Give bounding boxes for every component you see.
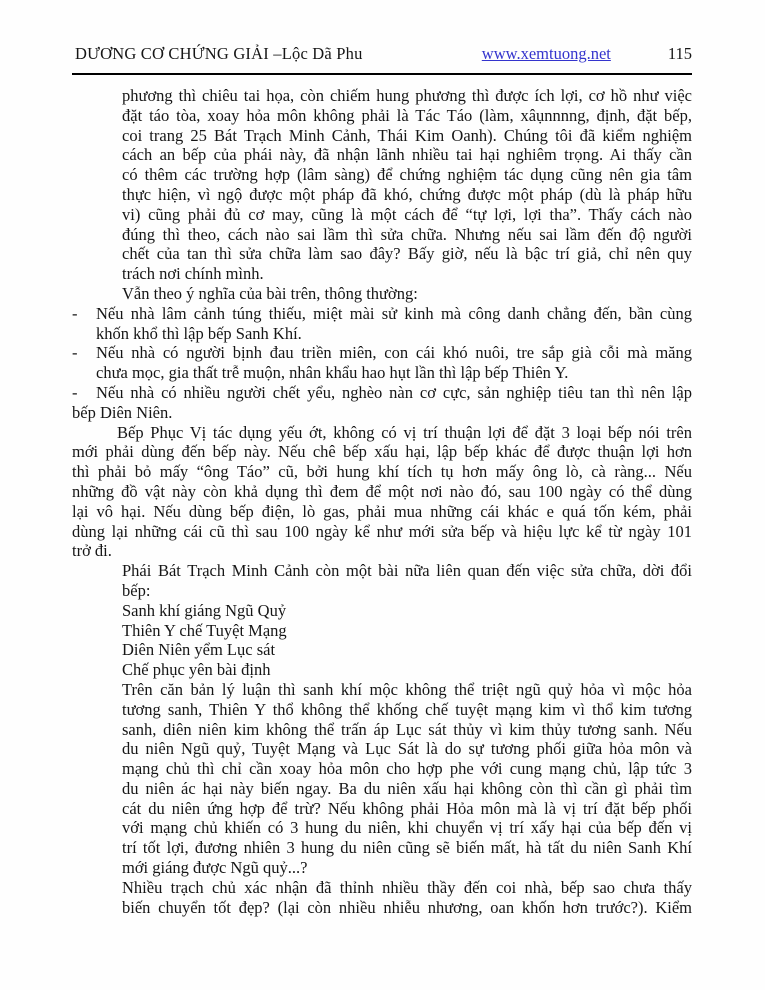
text-line: Diên Niên yểm Lục sát <box>122 640 276 660</box>
text-line: thực hiện, vì ngộ được một pháp đã khó, chứng được một pháp (dù là pháp hữu <box>122 184 692 204</box>
text-line <box>72 343 692 363</box>
text-line: coi trang 25 Bát Trạch Minh Cảnh, Thái Kim Oanh). Chúng tôi đã kiểm nghiệm <box>122 125 692 145</box>
text-line: lại vô hại. Nếu dùng bếp điện, lò gas, phải mua những cái khác e quá tốn kém, phải <box>72 501 692 521</box>
header-right <box>482 44 692 64</box>
text-line: dùng lại những cái cũ thì sau 100 ngày kể như mới sửa bếp và hiệu lực kể từ ngày 101 <box>72 521 692 541</box>
text-line: Nhiều trạch chủ xác nhận đã thỉnh nhiều thầy đến coi nhà, bếp sao chưa thấy <box>122 877 692 897</box>
text-line: mới phải dùng đến bếp này. Nếu chê bếp xấu hại, lập bếp khác để được thuận lợi hơn <box>72 442 692 462</box>
text-line: trí tốt lợi, đương nhiên 3 hung du niên cũng sẽ biến mất, hà tất du niên Sanh Khí <box>122 838 692 858</box>
header-rule <box>72 73 692 75</box>
text-line: chết của tan thì sửa chữa làm sao đây? Bấy giờ, nếu là bậc trí giả, chỉ nên quy <box>122 244 692 264</box>
text-line: bếp Diên Niên. <box>72 402 173 422</box>
text-line: chưa mọc, gia thất trễ muộn, nhân khẩu hao hụt lần thì lập bếp Thiên Y. <box>96 363 569 383</box>
text-line: Bếp Phục Vị tác dụng yếu ớt, không có vị trí thuận lợi để đặt 3 loại bếp nói trên <box>117 422 692 442</box>
text-line: thì phải bỏ mấy “ông Táo” cũ, bởi hung khí tích tụ hơn mấy ông lò, cà ràng... Nếu <box>72 462 692 482</box>
text-line: đúng thì theo, cách nào sai lầm thì sửa chữa. Nhưng nếu sai lầm đến độ người <box>122 224 692 244</box>
text-line: cát du niên ứng hợp để trừ? Nếu không phải Hỏa môn mà là vị trí đặt bếp phối <box>122 798 692 818</box>
header-page-number: 115 <box>667 44 692 63</box>
bullet-dash: - <box>72 382 78 402</box>
text-line: phương thì chiêu tai họa, còn chiếm hung phương thì được ích lợi, cơ hồ như việc <box>122 86 692 105</box>
bullet-dash: - <box>72 343 78 363</box>
text-line: với mạng chủ khiến có 3 hung du niên, khi chuyển vị trí xấy hại của bếp đến vị <box>122 818 692 838</box>
text-line: du niên Ngũ quỷ, Tuyệt Mạng và Lục Sát là do sự tương phối giữa hỏa môn và <box>122 739 692 759</box>
text-line: cách an bếp của phái này, đã nhận lãnh nhiều tai hại nghiêm trọng. Ai thấy cần <box>122 145 692 165</box>
text-line: Trên căn bản lý luận thì sanh khí mộc không thể triệt ngũ quỷ hỏa vì mộc hỏa <box>122 679 692 699</box>
text-line: những đồ vật này còn khả dụng thì đem để một nơi nào đó, sau 100 ngày có thể dùng <box>72 481 692 501</box>
bullet-dash: - <box>72 303 78 323</box>
header <box>0 0 765 64</box>
text-line <box>72 383 692 403</box>
text-line: Sanh khí giáng Ngũ Quỷ <box>122 600 287 620</box>
text-line: du niên ác hại này biến ngay. Ba du niên xấu hại không còn thì cần gì phải tìm <box>122 778 692 798</box>
text-line: có thêm các trường hợp (lâm sàng) để chứng nghiệm tác dụng cũng nên gia tâm <box>122 165 692 185</box>
bullet-text: Nếu nhà lâm cảnh túng thiếu, miệt mài sử kinh mà công danh chẳng đến, bần cùng <box>96 303 692 323</box>
text-line: tương sanh, Thiên Y thổ không thể khống chế tuyệt mạng kim vì thổ kim tương <box>122 699 692 719</box>
text-line: vi) cũng phải đủ cơ may, cũng là một cách để “tự lợi, lợi tha”. Thấy cách nào <box>122 204 692 224</box>
text-line: mạng chủ thì chỉ cần xoay hỏa môn cho hợp phe với cung mạng chủ, lập tức 3 <box>122 759 692 779</box>
text-line <box>72 304 692 324</box>
header-link[interactable]: www.xemtuong.net <box>481 44 611 63</box>
text-line: Vẫn theo ý nghĩa của bài trên, thông thường: <box>122 283 418 303</box>
text-line: mới giáng được Ngũ quỷ...? <box>122 858 308 878</box>
text-line: sanh, diên niên kim không thể trấn áp Lục sát thủy vì kim thủy tương sanh. Nếu <box>122 719 692 739</box>
text-line: Thiên Y chế Tuyệt Mạng <box>122 620 287 640</box>
bullet-text: Nếu nhà có nhiều người chết yểu, nghèo nàn cơ cực, sản nghiệp tiêu tan thì nên lập <box>96 382 692 402</box>
text-line: bếp: <box>122 580 151 600</box>
header-title: DƯƠNG CƠ CHỨNG GIẢI –Lộc Dã Phu <box>75 44 363 63</box>
text-line: đặt táo tòa, xoay hỏa môn không phải là Tác Táo (làm, xâụnnnng, định, đặt bếp, <box>122 105 692 125</box>
text-line: biến chuyển tốt đẹp? (lại còn nhiều nhiễu nhương, oan khốn hơn trước?). Kiểm <box>122 897 692 917</box>
text-line: Chế phục yên bài định <box>122 660 271 680</box>
document-body <box>72 86 692 917</box>
text-line: trách nơi chính mình. <box>122 264 264 284</box>
text-line: khốn khổ thì lập bếp Sanh Khí. <box>96 323 302 343</box>
bullet-text: Nếu nhà có người bịnh đau triền miên, con cái khó nuôi, tre sắp già cỗi mà măng <box>96 343 692 363</box>
text-line: Phái Bát Trạch Minh Cảnh còn một bài nữa liên quan đến việc sửa chữa, dời đổi <box>122 561 692 581</box>
text-line: trở đi. <box>72 541 112 561</box>
